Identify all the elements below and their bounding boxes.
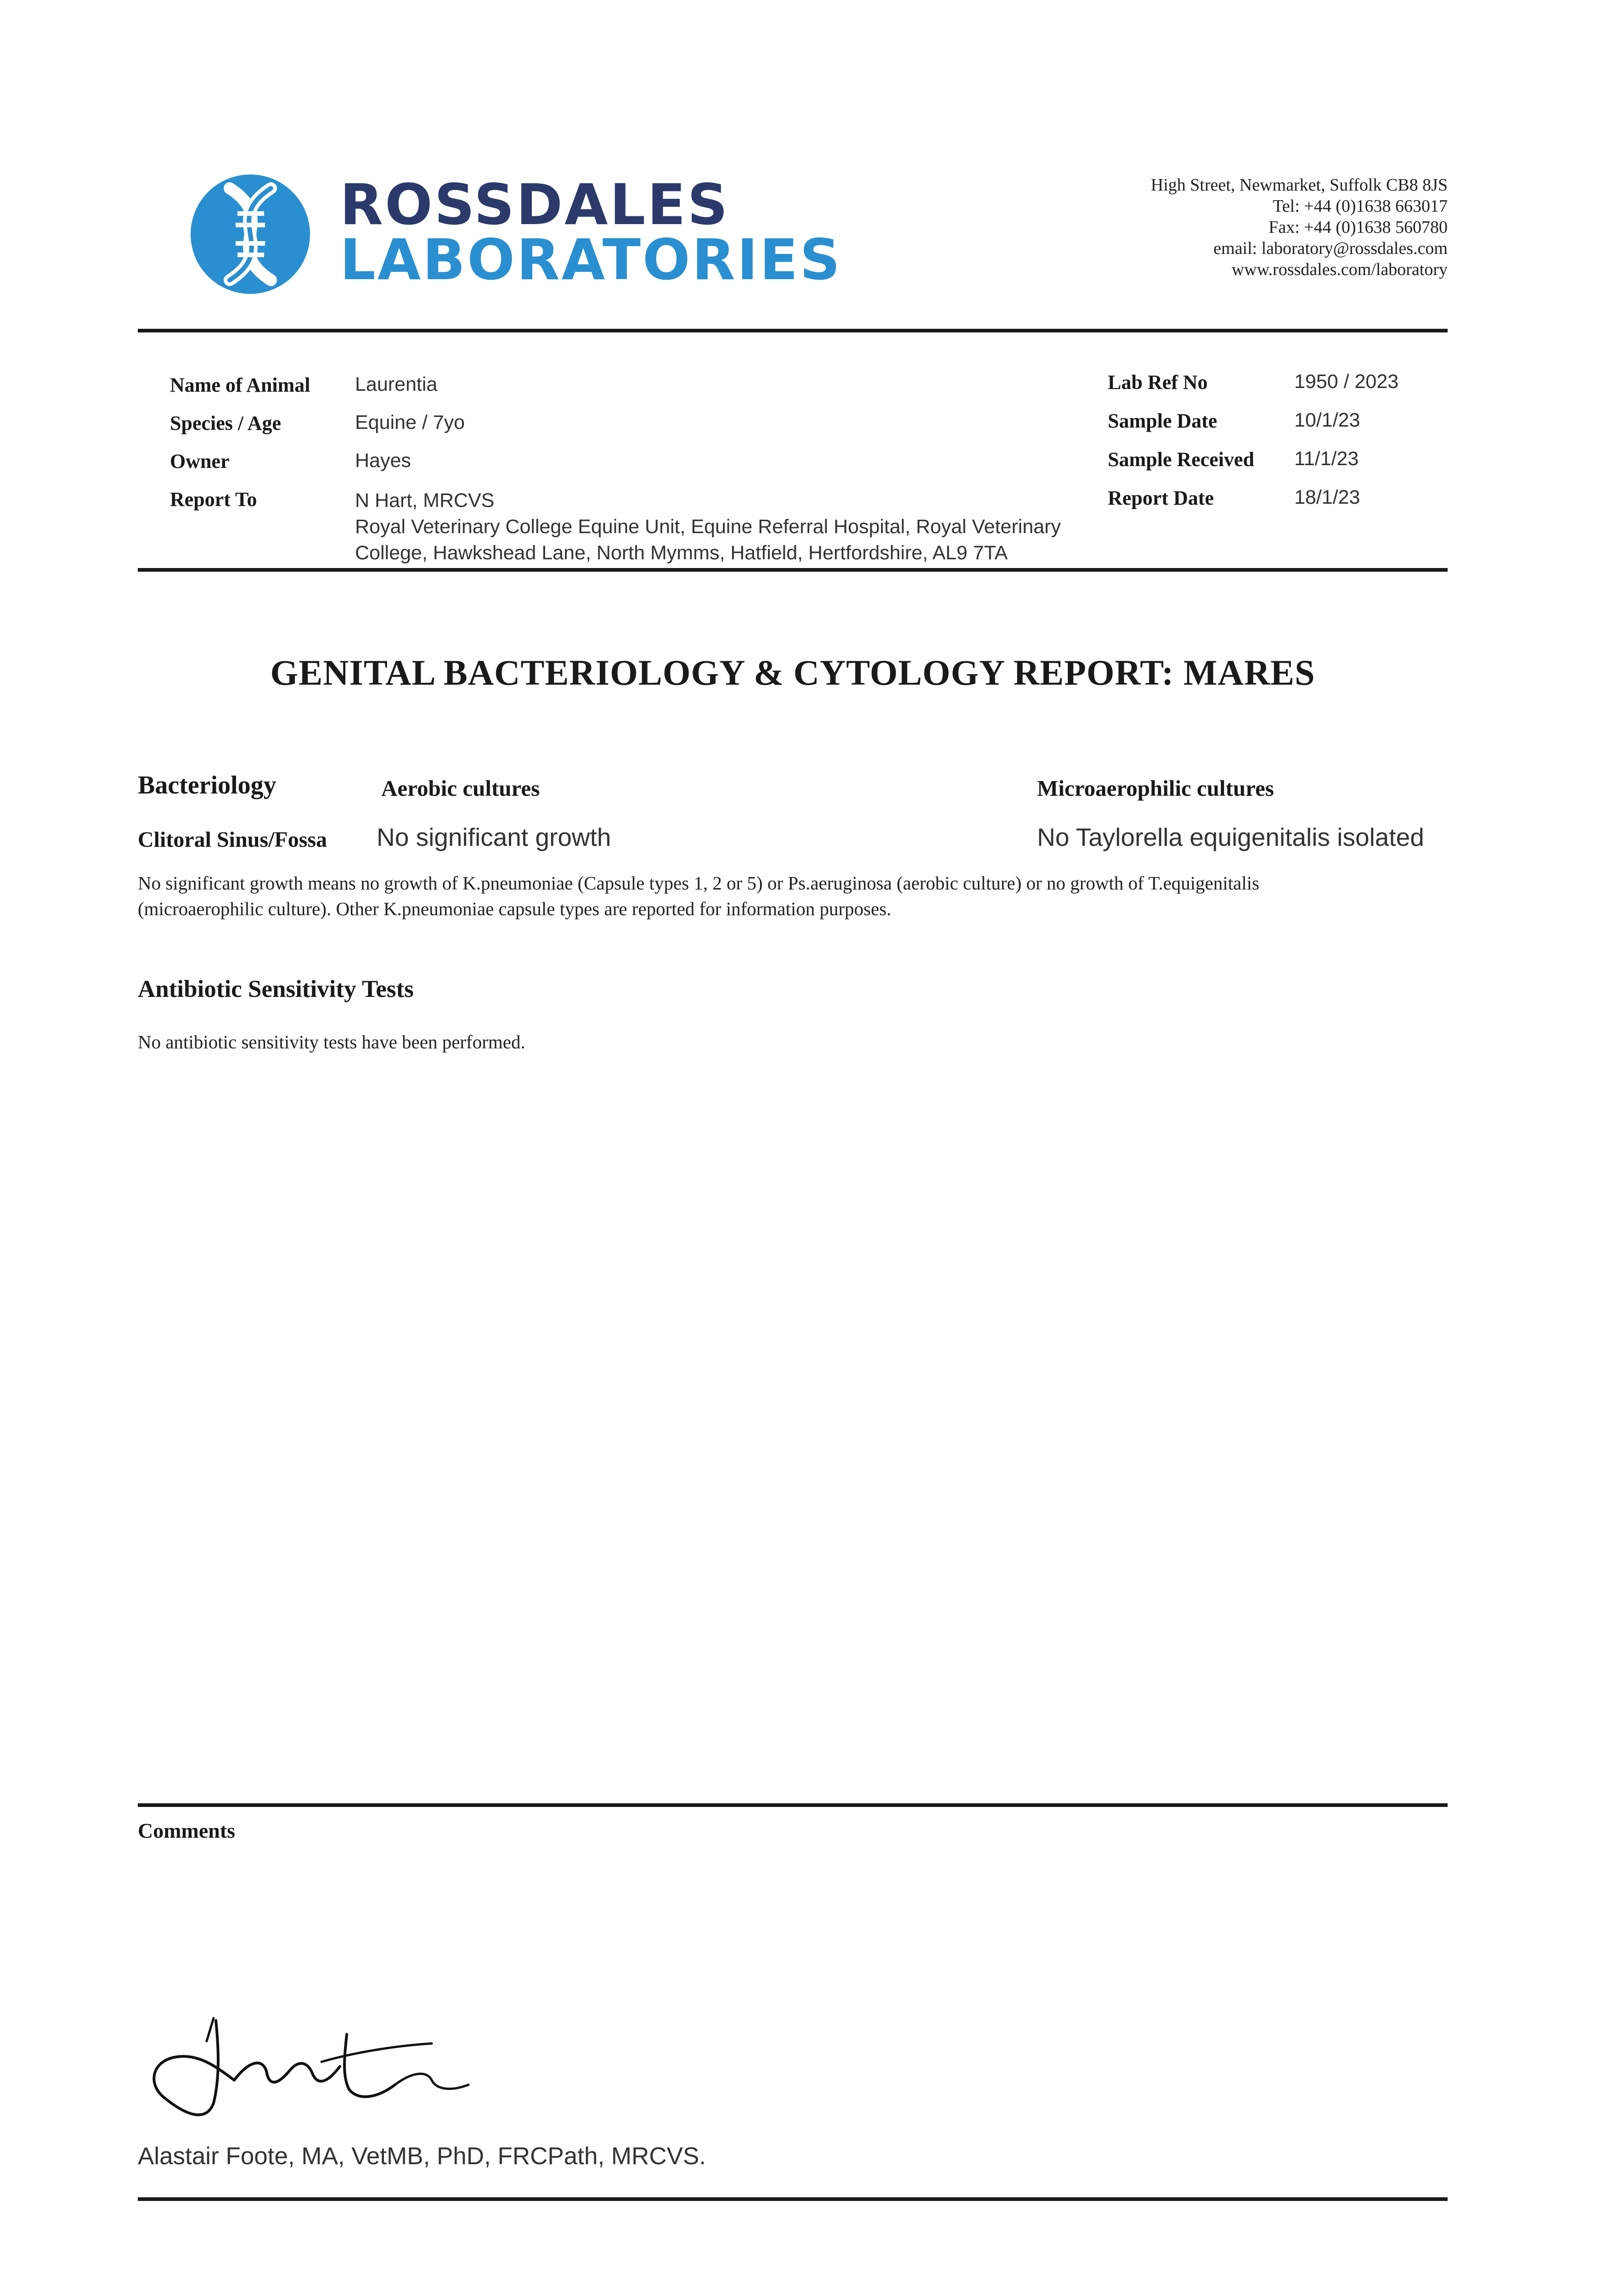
address-line: High Street, Newmarket, Suffolk CB8 8JS [1150, 175, 1448, 195]
sample-date-label: Sample Date [1108, 410, 1218, 432]
lab-ref-label: Lab Ref No [1108, 371, 1208, 394]
address-line: Fax: +44 (0)1638 560780 [1268, 218, 1448, 237]
details-divider [138, 568, 1448, 572]
note-line: No significant growth means no growth of K.pneumoniae (Capsule types 1, 2 or 5) or Ps.aeruginosa (aerobic culture) or no growth of T.equigenitalis [138, 872, 1259, 894]
footer-divider [138, 2197, 1448, 2201]
bacteriology-heading: Bacteriology [138, 771, 276, 799]
owner-label: Owner [170, 450, 230, 473]
report-to-line: N Hart, MRCVS [355, 490, 495, 512]
lab-address [1010, 174, 1448, 280]
report-date-value: 18/1/23 [1294, 486, 1360, 508]
logo-wordmark-rossdales: ROSSDALES [340, 172, 730, 237]
logo [186, 170, 324, 298]
antibiotic-heading: Antibiotic Sensitivity Tests [138, 976, 414, 1002]
signature-image [138, 2007, 496, 2126]
name-of-animal-value: Laurentia [355, 373, 438, 395]
report-to-value [355, 488, 1061, 566]
antibiotic-text: No antibiotic sensitivity tests have been performed. [138, 1031, 525, 1052]
species-age-label: Species / Age [170, 412, 281, 434]
header-divider [138, 329, 1448, 332]
note-line: (microaerophilic culture). Other K.pneumoniae capsule types are reported for information purposes. [138, 898, 891, 919]
sample-received-label: Sample Received [1108, 448, 1254, 471]
microaerophilic-result: No Taylorella equigenitalis isolated [1037, 823, 1424, 851]
owner-value: Hayes [355, 450, 411, 472]
report-to-line: College, Hawkshead Lane, North Mymms, Hatfield, Hertfordshire, AL9 7TA [355, 542, 1008, 564]
address-line: email: laboratory@rossdales.com [1213, 239, 1448, 258]
aerobic-cultures-heading: Aerobic cultures [381, 776, 540, 801]
sample-date-value: 10/1/23 [1294, 409, 1360, 431]
address-line: www.rossdales.com/laboratory [1231, 260, 1448, 279]
report-to-label: Report To [170, 488, 257, 511]
sample-received-value: 11/1/23 [1294, 448, 1359, 470]
site-label: Clitoral Sinus/Fossa [138, 827, 327, 852]
aerobic-result: No significant growth [377, 823, 611, 851]
report-title: GENITAL BACTERIOLOGY & CYTOLOGY REPORT: MARES [270, 653, 1315, 692]
microaerophilic-cultures-heading: Microaerophilic cultures [1037, 776, 1274, 801]
comments-heading: Comments [138, 1819, 236, 1842]
logo-wordmark-laboratories: LABORATORIES [340, 227, 842, 293]
species-age-value: Equine / 7yo [355, 411, 465, 433]
address-line: Tel: +44 (0)1638 663017 [1273, 197, 1448, 216]
report-to-line: Royal Veterinary College Equine Unit, Equine Referral Hospital, Royal Veterinary [355, 516, 1061, 538]
comments-divider [138, 1803, 1448, 1807]
dna-helix-icon [186, 170, 324, 298]
name-of-animal-label: Name of Animal [170, 374, 310, 396]
signatory-name: Alastair Foote, MA, VetMB, PhD, FRCPath, MRCVS. [138, 2143, 706, 2170]
report-date-label: Report Date [1108, 487, 1214, 509]
bacteriology-note [138, 870, 1456, 922]
lab-ref-value: 1950 / 2023 [1294, 371, 1399, 393]
